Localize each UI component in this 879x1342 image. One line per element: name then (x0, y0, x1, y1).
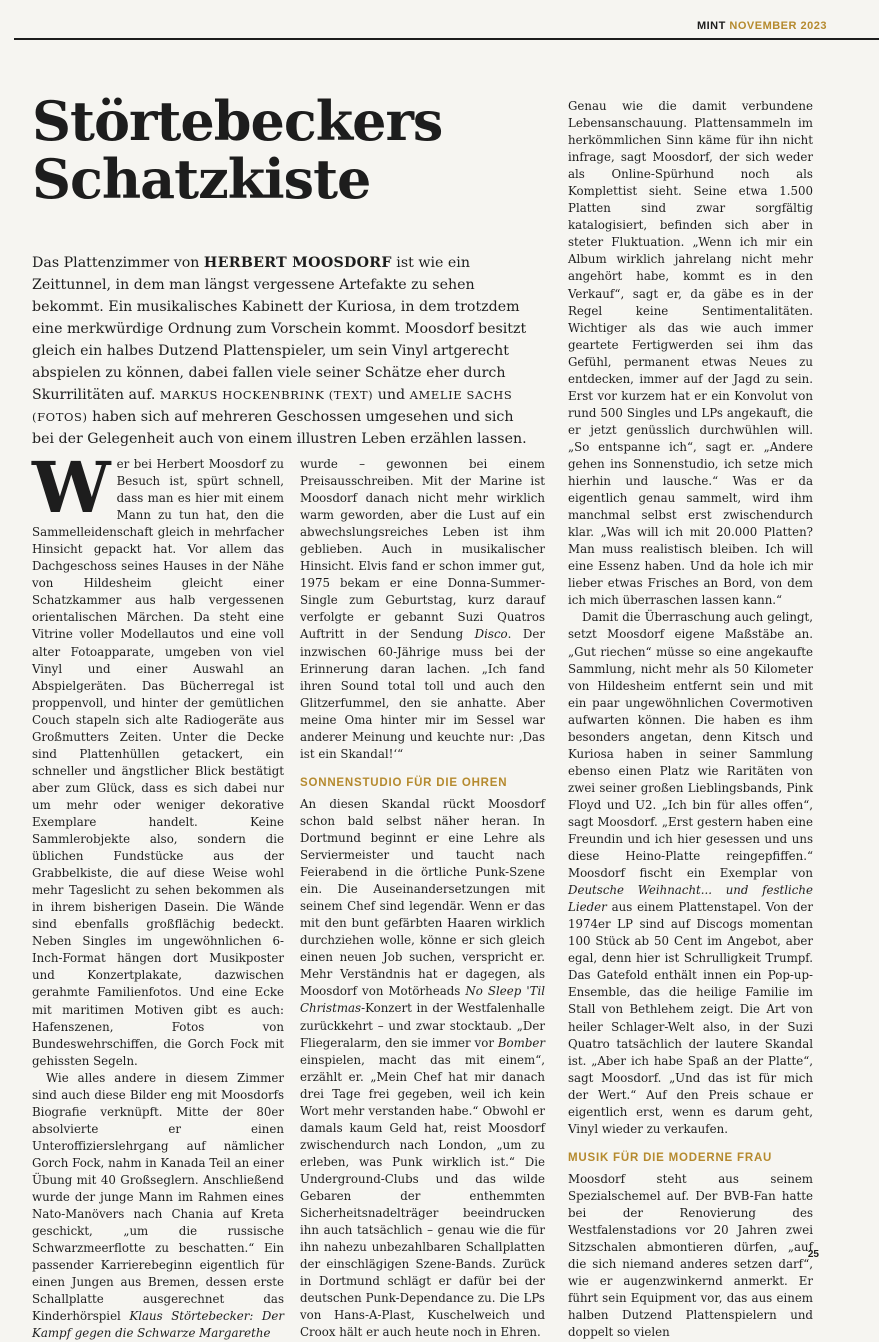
article-intro (32, 252, 537, 450)
concert-title: No Sleep 'Til Christmas (300, 984, 545, 1016)
body-paragraph-2-text-a: Wie alles andere in diesem Zimmer sind auch diese Bilder eng mit Moosdorfs Biografie verknüpft. Mitte der 80er absolvierte er einen Unteroffizierslehrgang auf nämlicher Gorch Fock, nahm in Kanada Teil an einer Übung mit 40 Großseglern. Anschließend wurde der junge Mann im Rahmen eines Nato-Manövers nach Chania auf Kreta geschickt, „um die russische Schwarzmeerflotte zu beschatten.“ Ein passender Karrierebeginn eigentlich für einen Jungen aus Bremen, dessen erste Schallplatte ausgerechnet das Kinderhörspiel (32, 1070, 284, 1324)
body-paragraph-3-text-c: -Konzert in der Westfalenhalle zurückkehrt – und zwar stocktaub. „Der Fliegeralarm, den sie immer vor (300, 1001, 545, 1050)
body-paragraph-2-text-c: wurde – gewonnen bei einem Preisausschreiben. Mit der Marine ist Moosdorf danach nicht mehr wirklich warm geworden, aber die Lust auf ein abwechslungsreiches Leben ist ihm geblieben. Auch in musikalischer Hinsicht. Elvis fand er schon immer gut, 1975 bekam er eine Donna-Summer-Single zum Geburtstag, kurz darauf verfolgte er gebannt Suzi Quatros Auftritt in der Sendung (300, 457, 545, 642)
body-paragraph-5 (568, 609, 813, 1137)
issue-date: NOVEMBER 2023 (729, 20, 827, 32)
album-title-heino: Deutsche Weihnacht... und festliche Lieder (568, 883, 813, 915)
subheading-sonnenstudio: SONNENSTUDIO FÜR DIE OHREN (300, 776, 508, 789)
title-line-1: Störtebeckers (32, 89, 443, 153)
intro-author: MARKUS HOCKENBRINK (TEXT) (159, 388, 374, 402)
body-paragraph-2-text-e: . Der inzwischen 60-Jährige muss bei der Erinnerung daran lachen. „Ich fand ihren Sound total toll und auch den Glitzerfummel, den sie anhatte. Aber meine Oma hinter mir im Sessel war anderer Meinung und keuchte nur: ‚Das ist ein Skandal!‘“ (300, 627, 545, 761)
body-paragraph-6: Moosdorf steht aus seinem Spezialschemel auf. Der BVB-Fan hatte bei der Renovierung des Westfalenstadions vor 20 Jahren zwei Sitzschalen abmontieren dürfen, „auf die sich niemand anderes setzen darf“, wie er augenzwinkernd anmerkt. Er führt sein Equipment vor, das aus einem halben Dutzend Plattenspielern und doppelt so vielen (568, 1171, 813, 1340)
magazine-name: MINT (696, 20, 726, 32)
body-paragraph-3-text-e: einspielen, macht das mit einem“, erzählt er. „Mein Chef hat mir danach drei Tage frei gegeben, weil ich kein Wort mehr verstanden habe.“ Obwohl er damals kaum Geld hat, reist Moosdorf zwischendurch nach London, „um zu erleben, was Punk wirklich ist.“ Die Underground-Clubs und das wilde Gebaren der enthemmten Sicherheitsnadelträger beeindrucken ihn auch tatsächlich – genau wie die für ihn nahezu unbezahlbaren Schallplatten der einschlägigen Szene-Bands. Zurück in Dortmund schlägt er dafür bei der deutschen Punk-Dependance zu. Die LPs von Hans-A-Plast, Kuschelweich und Croox hält er auch heute noch in Ehren. (300, 1052, 545, 1340)
article-title (32, 89, 552, 211)
book-title-stoertebecker: Klaus Störtebecker: Der Kampf gegen die Schwarze Margarethe (32, 1309, 284, 1341)
tv-show-disco: Disco (474, 627, 508, 642)
body-paragraph-1 (32, 446, 284, 1070)
subheading-musik: MUSIK FÜR DIE MODERNE FRAU (568, 1151, 773, 1164)
drop-cap: W (32, 446, 111, 529)
intro-text-3: und (373, 387, 410, 403)
body-paragraph-5-text-c: aus einem Plattenstapel. Von der 1974er LP sind auf Discogs momentan 100 Stück ab 50 Cent im Angebot, aber egal, denn hier ist Schrulligkeit Trumpf. Das Gatefold enthält innen ein Pop-up-Ensemble, das die heilige Familie im Stall von Bethlehem zeigt. Die Art von heiler Schlager-Welt also, in der Suzi Quatro tatsächlich der lautere Skandal ist. „Aber ich habe Spaß an der Platte“, sagt Moosdorf. „Und das ist für mich der Wert.“ Auf den Preis schaue er eigentlich erst, wenn es darum geht, Vinyl wieder zu verkaufen. (568, 900, 813, 1136)
body-paragraph-2-continued (300, 456, 545, 763)
intro-text-4: haben sich auf mehreren Geschossen umgesehen und sich bei der Gelegenheit auch von einem illustren Leben erzählen lassen. (32, 409, 527, 447)
body-paragraph-3 (300, 796, 545, 1342)
song-title-bomber: Bomber (497, 1035, 545, 1050)
intro-photographer: AMELIE SACHS (FOTOS) (32, 388, 513, 424)
magazine-header (697, 20, 827, 32)
intro-text-1: Das Plattenzimmer von (32, 255, 204, 271)
body-paragraph-2 (32, 1070, 284, 1342)
page-number: 25 (807, 1249, 819, 1260)
body-column-1 (32, 446, 284, 1342)
intro-subject-name: HERBERT MOOSDORF (203, 255, 392, 271)
body-paragraph-4: Genau wie die damit verbundene Lebensanschauung. Plattensammeln im herkömmlichen Sinn käme für ihn nicht infrage, sagt Moosdorf, der sich weder als Online-Spürhund noch als Komplettist sieht. Seine etwa 1.500 Platten sind zwar sorgfältig katalogisiert, befinden sich aber in steter Fluktuation. „Wenn ich mir ein Album wirklich jahrelang nicht mehr angehört habe, kommt es in den Verkauf“, sagt er, da gäbe es in der Regel keine Sentimentalitäten. Wichtiger als das wie auch immer geartete Fertigwerden sei ihm das Gefühl, permanent etwas Neues zu entdecken, immer auf der Jagd zu sein. Erst vor kurzem hat er ein Konvolut von rund 500 Singles und LPs angekauft, die er jetzt genüsslich durchwühlen will. „So entspanne ich“, sagt er. „Andere gehen ins Sonnenstudio, ich setze mich hierhin und lausche.“ Was er da eigentlich genau sammelt, wird ihm manchmal selbst erst zwischendurch klar. „Was will ich mit 20.000 Platten? Man muss realistisch bleiben. Ich will eine Essenz haben. Und da hole ich mir lieber etwas Frisches an Bord, von dem ich mich überraschen lassen kann.“ (568, 99, 813, 608)
body-paragraph-3-text-a: An diesen Skandal rückt Moosdorf schon bald selbst näher heran. In Dortmund beginnt er eine Lehre als Serviermeister und taucht nach Feierabend in die örtliche Punk-Szene ein. Die Auseinandersetzungen mit seinem Chef sind legendär. Wenn er das mit den bunt gefärbten Haaren wirklich durchziehen wolle, könne er sich gleich einen neuen Job suchen, verspricht er. Mehr Verständnis hat er dagegen, als Moosdorf von Motörheads (300, 796, 545, 999)
body-column-2 (300, 456, 545, 1341)
header-rule (14, 38, 879, 40)
title-line-2: Schatzkiste (32, 147, 371, 211)
body-paragraph-5-text-a: Damit die Überraschung auch gelingt, setzt Moosdorf eigene Maßstäbe an. „Gut riechen“ müsse so eine angekaufte Sammlung, nicht mehr als 50 Kilometer von Hildesheim entfernt sein und mit ein paar ungewöhnlichen Covermotiven aufwarten können. Die haben es ihm besonders angetan, denn Kitsch und Kuriosa haben in seiner Sammlung ebenso einen Platz wie Raritäten von zwei seiner großen Lieblingsbands, Pink Floyd und U2. „Ich bin für alles offen“, sagt Moosdorf. „Erst gestern haben eine Freundin und ich hier gesessen und uns diese Heino-Platte reingepfiffen.“ Moosdorf fischt ein Exemplar von (568, 610, 813, 881)
body-column-3 (568, 98, 813, 1341)
body-paragraph-1-text: er bei Herbert Moosdorf zu Besuch ist, spürt schnell, dass man es hier mit einem Mann zu tun hat, den die Sammelleidenschaft gleich in mehrfacher Hinsicht gepackt hat. Vor allem das Dachgeschoss seines Hauses in der Nähe von Hildesheim gleicht einer Schatzkammer aus halb vergessenen orientalischen Märchen. Da steht eine Vitrine voller Modellautos und eine voll alter Fotoapparate, umgeben von viel Vinyl und einer Auswahl an Abspielgeräten. Das Bücherregal ist proppenvoll, und hinter der gemütlichen Couch stapeln sich alte Radiogeräte aus Großmutters Zeiten. Unter die Decke sind Plattenhüllen getackert, ein schneller und ängstlicher Blick bestätigt aber zum Glück, dass es sich dabei nur um mehr oder weniger dekorative Exemplare handelt. Keine Sammlerobjekte also, sondern die üblichen Fundstücke aus der Grabbelkiste, die auf diese Weise wohl mehr Tageslicht zu sehen bekommen als in ihrem bisherigen Dasein. Die Wände sind ebenfalls großflächig bedeckt. Neben Singles im ungewöhnlichen 6-Inch-Format hängen dort Musikposter und Konzertplakate, dazwischen gerahmte Familienfotos. Und eine Ecke mit maritimen Motiven gibt es auch: Hafenszenen, Fotos von Bundeswehrschiffen, die Gorch Fock mit gehissten Segeln. (32, 457, 284, 1068)
intro-text-2: ist wie ein Zeittunnel, in dem man längst vergessene Artefakte zu sehen bekommt. Ein musikalisches Kabinett der Kuriosa, in dem trotzdem eine merkwürdige Ordnung zum Vorschein kommt. Moosdorf besitzt gleich ein halbes Dutzend Plattenspieler, um sein Vinyl artgerecht abspielen zu können, dabei fallen viele seiner Schätze eher durch Skurrilitäten auf. (32, 255, 527, 403)
